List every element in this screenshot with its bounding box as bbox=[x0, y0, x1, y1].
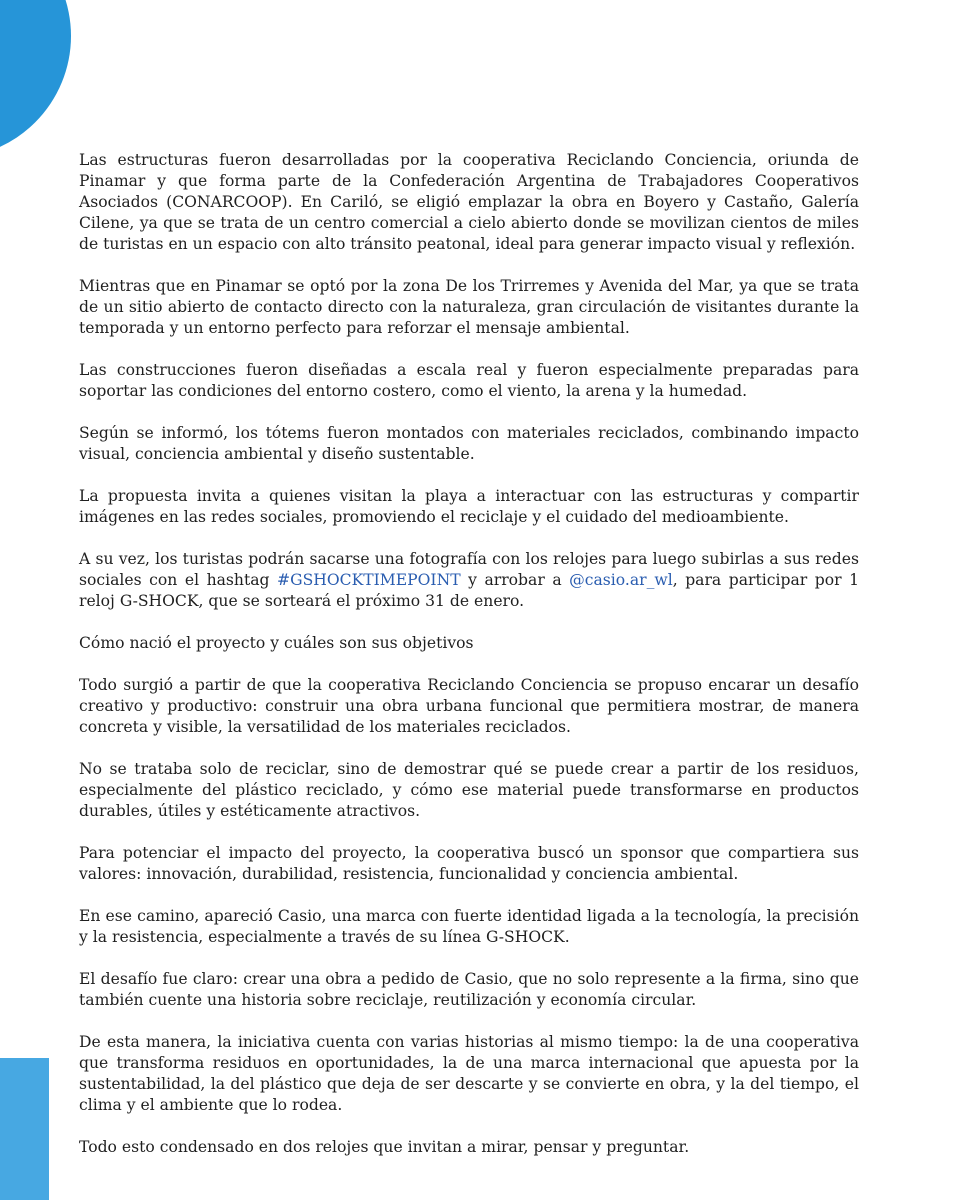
section-heading: Cómo nació el proyecto y cuáles son sus objetivos bbox=[79, 634, 474, 652]
paragraph-structures: Las estructuras fueron desarrolladas por la cooperativa Reciclando Conciencia, oriunda de Pinamar y que forma parte de la Confederación Argentina de Trabajadores Cooperativos Asociados (CONARCOOP). En Cariló, se eligió emplazar la obra en Boyero y Castaño, Galería Cilene, ya que se trata de un centro comercial a cielo abierto donde se movilizan cientos de miles de turistas en un espacio con alto tránsito peatonal, ideal para generar impacto visual y reflexión. bbox=[79, 151, 859, 253]
paragraph-casio: En ese camino, apareció Casio, una marca con fuerte identidad ligada a la tecnología, la precisión y la resistencia, especialmente a través de su línea G-SHOCK. bbox=[79, 907, 859, 946]
contest-text-start: A su vez, los turistas podrán sacarse una fotografía con los relojes para luego subirlas a sus redes sociales con el hashtag bbox=[79, 550, 859, 589]
paragraph-recycling: No se trataba solo de reciclar, sino de demostrar qué se puede crear a partir de los residuos, especialmente del plástico reciclado, y cómo ese material puede transformarse en productos durables, útiles y estéticamente atractivos. bbox=[79, 760, 859, 820]
paragraph-closing: Todo esto condensado en dos relojes que invitan a mirar, pensar y preguntar. bbox=[79, 1138, 690, 1156]
paragraph-stories: De esta manera, la iniciativa cuenta con varias historias al mismo tiempo: la de una cooperativa que transforma residuos en oportunidades, la de una marca internacional que apuesta por la sustentabilidad, la del plástico que deja de ser descarte y se convierte en obra, y la del tiempo, el clima y el ambiente que lo rodea. bbox=[79, 1033, 859, 1114]
paragraph-construction: Las construcciones fueron diseñadas a escala real y fueron especialmente preparadas para soportar las condiciones del entorno costero, como el viento, la arena y la humedad. bbox=[79, 361, 859, 400]
paragraph-challenge: El desafío fue claro: crear una obra a pedido de Casio, que no solo represente a la firma, sino que también cuente una historia sobre reciclaje, reutilización y economía circular. bbox=[79, 970, 859, 1009]
paragraph-sponsor: Para potenciar el impacto del proyecto, la cooperativa buscó un sponsor que compartiera sus valores: innovación, durabilidad, resistencia, funcionalidad y conciencia ambiental. bbox=[79, 844, 859, 883]
paragraph-proposal: La propuesta invita a quienes visitan la playa a interactuar con las estructuras y compartir imágenes en las redes sociales, promoviendo el reciclaje y el cuidado del medioambiente. bbox=[79, 487, 859, 526]
contest-text-end: , para participar por 1 reloj G-SHOCK, que se sorteará el próximo 31 de enero. bbox=[79, 571, 859, 610]
contest-text-middle: y arrobar a bbox=[460, 571, 570, 589]
paragraph-contest bbox=[79, 549, 859, 612]
paragraph-materials: Según se informó, los tótems fueron montados con materiales reciclados, combinando impacto visual, conciencia ambiental y diseño sustentable. bbox=[79, 424, 859, 463]
decorative-blue-rectangle bbox=[0, 1058, 49, 1200]
paragraph-pinamar-location: Mientras que en Pinamar se optó por la zona De los Trirremes y Avenida del Mar, ya que se trata de un sitio abierto de contacto directo con la naturaleza, gran circulación de visitantes durante la temporada y un entorno perfecto para reforzar el mensaje ambiental. bbox=[79, 277, 859, 337]
decorative-blue-circle bbox=[0, 0, 71, 158]
article-body bbox=[79, 150, 859, 1158]
paragraph-origin: Todo surgió a partir de que la cooperativa Reciclando Conciencia se propuso encarar un desafío creativo y productivo: construir una obra urbana funcional que permitiera mostrar, de manera concreta y visible, la versatilidad de los materiales reciclados. bbox=[79, 676, 859, 736]
instagram-handle-link[interactable]: @casio.ar_wl bbox=[569, 571, 673, 589]
hashtag-link[interactable]: #GSHOCKTIMEPOINT bbox=[277, 571, 461, 589]
